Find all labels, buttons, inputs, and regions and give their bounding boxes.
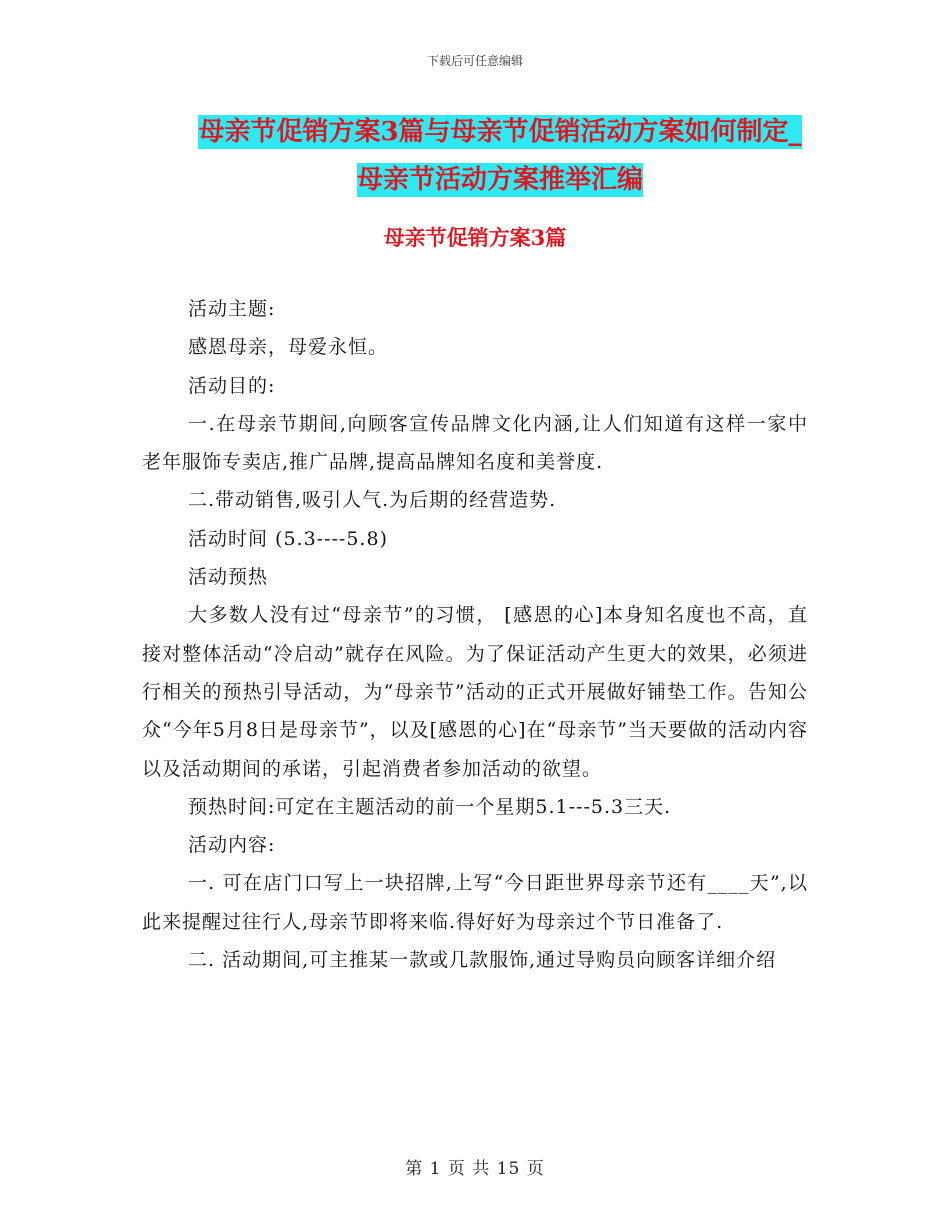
document-title-line2: 母亲节活动方案推举汇编 [356, 165, 643, 195]
paragraph: 活动目的: [188, 374, 276, 397]
paragraph: 二. 活动期间,可主推某一款或几款服饰,通过导购员向顾客详细介绍 [188, 949, 777, 972]
document-title-line1: 母亲节促销方案3篇与母亲节促销活动方案如何制定_ [198, 117, 802, 147]
section-title: 母亲节促销方案3篇 [383, 225, 567, 250]
paragraph: 活动预热 [188, 566, 269, 589]
page-number: 第 1 页 共 15 页 [405, 1159, 545, 1179]
paragraph: 一. 可在店门口写上一块招牌,上写“今日距世界母亲节还有____天”,以此来提醒过往行人,母亲节即将来临.得好好为母亲过个节日准备了. [142, 872, 808, 933]
paragraph: 一.在母亲节期间,向顾客宣传品牌文化内涵,让人们知道有这样一家中老年服饰专卖店,推广品牌,提高品牌知名度和美誉度. [142, 412, 808, 474]
paragraph: 二.带动销售,吸引人气.为后期的经营造势. [188, 489, 557, 512]
header-note: 下载后可任意编辑 [426, 54, 523, 68]
paragraph: 活动时间 (5.3----5.8) [188, 527, 388, 550]
paragraph: 预热时间:可定在主题活动的前一个星期5.1---5.3三天. [188, 795, 672, 818]
paragraph: 感恩母亲，母爱永恒。 [188, 336, 389, 359]
document-body [142, 290, 808, 979]
paragraph: 活动主题: [188, 298, 276, 320]
paragraph: 活动内容: [188, 834, 276, 857]
document-title [150, 108, 850, 204]
paragraph: 大多数人没有过“母亲节”的习惯， [感恩的心]本身知名度也不高，直接对整体活动“冷启动”就存在风险。为了保证活动产生更大的效果，必须进行相关的预热引导活动，为“母亲节”活动的正式开展做好铺垫工作。告知公众“今年5月8日是母亲节”，以及[感恩的心]在“母亲节”当天要做的活动内容以及活动期间的承诺，引起消费者参加活动的欲望。 [142, 604, 808, 780]
